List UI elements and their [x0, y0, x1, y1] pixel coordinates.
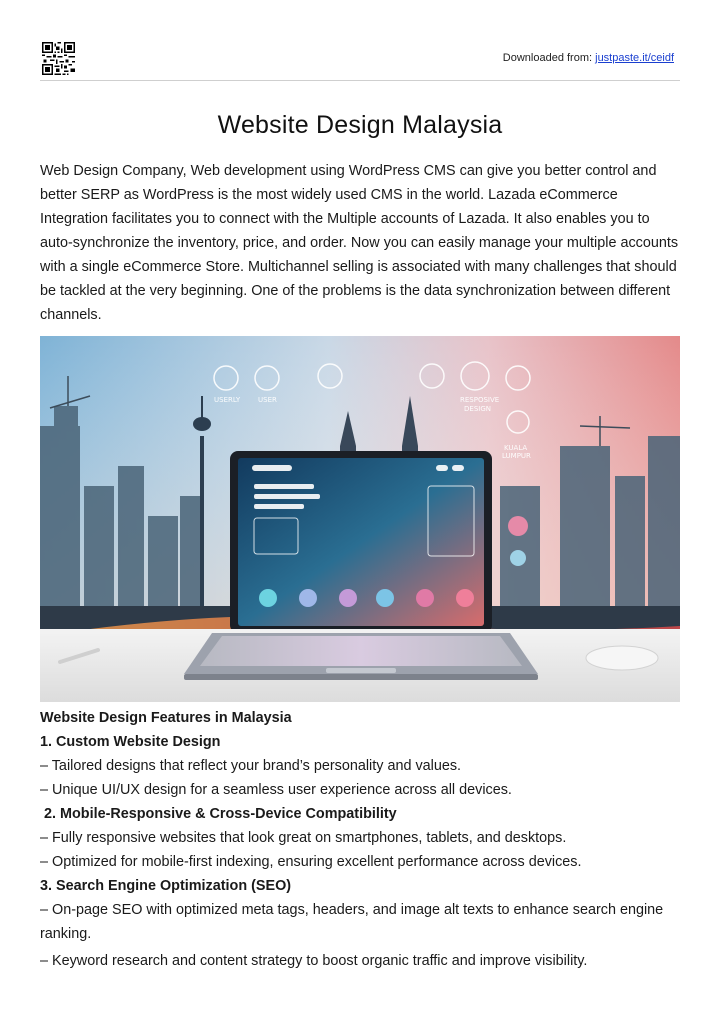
list-item: – Fully responsive websites that look great on smartphones, tablets, and desktops. — [40, 830, 567, 846]
features-heading: Website Design Features in Malaysia — [40, 710, 292, 726]
intro-paragraph: Web Design Company, Web development using WordPress CMS can give you better control and better SERP as WordPress is the most widely used CMS in the world. Lazada eCommerce Integration facilitates you to connect with the Multiple accounts of Lazada. It also enables you to auto-synchronize the inventory, price, and order. Now you can easily manage your multiple accounts with a single eCommerce Store. Multichannel selling is associated with many challenges that should be tackled at the very beginning. One of the problems is the data synchronization between different channels. — [40, 163, 679, 323]
feature-title-custom: 1. Custom Website Design — [40, 734, 221, 750]
download-link[interactable]: justpaste.it/ceidf — [595, 52, 674, 64]
hero-label-userly: USERLY — [214, 396, 241, 404]
hero-label-responsive: RESPOSIVE — [460, 396, 500, 404]
download-prefix: Downloaded from: — [502, 52, 593, 64]
features-section — [40, 706, 680, 973]
list-item: – Optimized for mobile-first indexing, ensuring excellent performance across devices. — [40, 854, 582, 870]
list-item: – Unique UI/UX design for a seamless user experience across all devices. — [40, 782, 512, 798]
hero-label-design: DESIGN — [464, 405, 491, 413]
list-item: – Keyword research and content strategy to boost organic traffic and improve visibility. — [40, 953, 588, 969]
hero-illustration — [40, 336, 680, 702]
hero-label-kuala: KUALA — [504, 444, 528, 452]
feature-title-seo: 3. Search Engine Optimization (SEO) — [40, 878, 292, 894]
list-item: – On-page SEO with optimized meta tags, headers, and image alt texts to enhance search engine ranking. — [40, 902, 664, 942]
header-divider — [40, 80, 680, 81]
page-title: Website Design Malaysia — [217, 111, 503, 139]
list-item: – Tailored designs that reflect your brand’s personality and values. — [40, 758, 462, 774]
hero-label-lumpur: LUMPUR — [502, 452, 531, 460]
qr-code — [42, 42, 75, 75]
feature-title-responsive: 2. Mobile-Responsive & Cross-Device Compatibility — [40, 806, 397, 822]
hero-label-user: USER — [258, 396, 277, 404]
download-source — [503, 52, 674, 64]
